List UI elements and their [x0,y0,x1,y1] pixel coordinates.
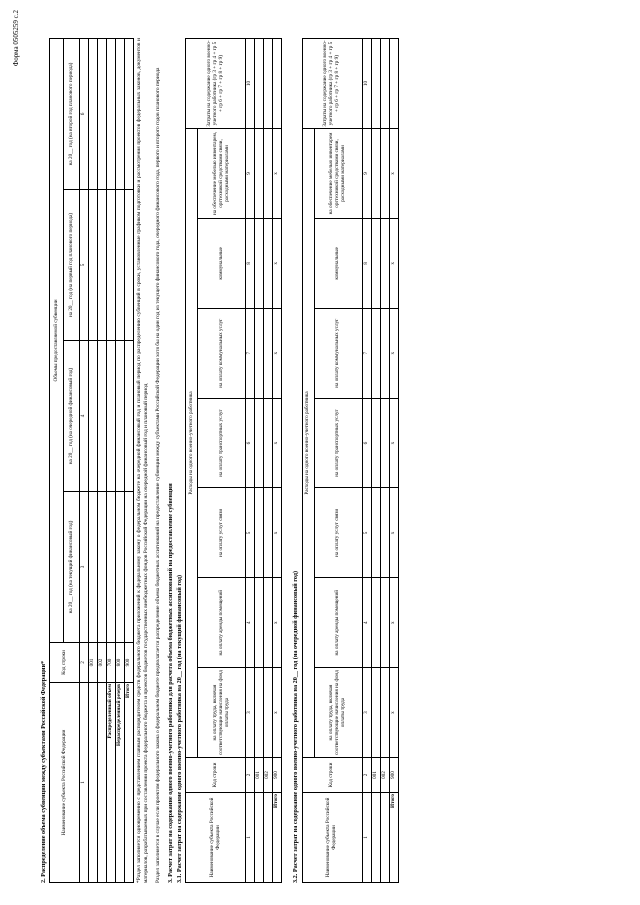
section-3-title: 3. Расчет затрат на содержание одного военно-учетного работника для расчета объема бюджетных ассигнований на предоставление субвенции [167,483,175,883]
colnum: 8 [362,218,371,308]
colnum: 3 [362,668,371,758]
table-section-2 [49,38,134,883]
colnum: 1 [362,793,371,883]
hdr-transport: на оплату транспортных услуг [314,398,362,488]
hdr-volumes: Объемы предоставляемой субвенции [50,39,64,643]
colnum: 1 [246,793,255,883]
row-label: Нераспределенный резерв [116,683,125,883]
hdr-comm: на оплату услуг связи [314,488,362,578]
table-row [371,39,380,883]
hdr-labor: на оплату труда, включая соответствующие начисления на фонд оплаты труда [314,668,362,758]
hdr-code: Код строки [302,758,362,793]
colnum: 10 [362,39,371,129]
colnum: 7 [246,308,255,398]
row-code: 002 [264,758,273,793]
colnum: 5 [80,190,89,341]
table-section-3-2 [302,38,399,883]
section-2-title: 2. Распределение объема субвенции между субъектами Российской Федерации* [40,660,47,883]
hdr-communal: коммунальные [198,218,246,308]
hdr-rent: на оплату аренды помещений [314,578,362,668]
itogo-code: 900 [389,758,398,793]
colnum: 1 [80,683,89,883]
row-code: 700 [107,643,116,683]
footnote-1: *Раздел заполняется одновременно с представлением главным распорядителем средств федерального бюджета приложений к федеральному закону о федеральном бюджете на очередной финансовый год и плановый период по распределению субвенций в сроки, установленные графиком подготовки и рассмотрения проектов федеральных законов, документов и материалов, разрабатываемых при составлении проекта федерального бюджета и проектов бюджетов государственных внебюджетных фондов Российской Федерации на очередной финансовый год и плановый период [136,38,150,883]
hdr-transport: на оплату транспортных услуг [198,398,246,488]
table-row [264,39,273,883]
colnum: 5 [246,488,255,578]
hdr-year-plan1: на 20__ год (на первый год планового периода) [64,190,80,341]
table-row [116,39,125,883]
hdr-year-current: на 20__ год (на текущий финансовый год) [64,492,80,643]
colnum: 4 [362,578,371,668]
colnum: 6 [362,398,371,488]
colnum: 5 [362,488,371,578]
row-code: 002 [98,643,107,683]
hdr-equipment: на обеспечение мебелью инвентарем, оргтехникой средствами связи, расходными материалами [198,129,246,219]
hdr-rent: на оплату аренды помещений [198,578,246,668]
row-code: 001 [371,758,380,793]
hdr-year-plan2: на 20__ год (на второй год планового периода) [64,39,80,190]
row-label [89,683,98,883]
itogo-row: Итого 900 x x x x x x x [389,39,398,883]
hdr-code: Код строки [50,643,80,683]
colnum-row [246,39,255,883]
table-row [380,39,389,883]
table-row [125,39,134,883]
hdr-total: Затраты на содержание одного военно-учетного работника (гр 3 + гр 4 + гр 5 + гр 6 + гр 7 + гр 8 + гр 9) [302,39,362,129]
hdr-expenses: Расходы на одного военно-учетного работника [302,129,314,758]
section-3-2-title: 3.2. Расчет затрат на содержание одного военно-учетного работника на 20__ год (на очередной финансовый год) [292,570,300,883]
colnum: 10 [246,39,255,129]
itogo-label: Итого [273,793,282,883]
footnote-2: Раздел заполняется в случае если проектом федерального закона о федеральном бюджете предполагается распределение объема бюджетных ассигнований на предоставление субвенции между субъектами Российской Федерации хотя бы на один год из текущего финансового года, очередного финансового года, первого и второго годов планового периода [155,67,162,883]
table-row [255,39,264,883]
hdr-total: Затраты на содержание одного военно-учетного работника (гр 3 + гр 4 + гр 5 + гр 6 + гр 7 + гр 8 + гр 9) [186,39,246,129]
hdr-code: Код строки [186,758,246,793]
colnum: 7 [362,308,371,398]
colnum: 9 [362,129,371,219]
colnum: 8 [246,218,255,308]
hdr-utilities: на оплату коммунальных услуг [198,308,246,398]
colnum: 9 [246,129,255,219]
table-row [107,39,116,883]
row-code: 001 [89,643,98,683]
row-code: 001 [255,758,264,793]
row-code: 002 [380,758,389,793]
page-content [40,38,399,883]
table-row [89,39,98,883]
row-code: 900 [125,643,134,683]
hdr-year-next: на 20__ год (на очередной финансовый год) [64,341,80,492]
colnum: 3 [246,668,255,758]
itogo-code: 900 [273,758,282,793]
colnum: 2 [246,758,255,793]
row-label [98,683,107,883]
hdr-subject: Наименование субъекта Российской Федерации [302,793,362,883]
row-label: Распределенный объем [107,683,116,883]
colnum-row [362,39,371,883]
row-label: Итого [125,683,134,883]
colnum: 3 [80,492,89,643]
colnum: 4 [80,341,89,492]
hdr-utilities: на оплату коммунальных услуг [314,308,362,398]
hdr-subject: Наименование субъекта Российской Федерации [50,683,80,883]
table-row [98,39,107,883]
hdr-comm: на оплату услуг связи [198,488,246,578]
itogo-row: Итого 900 x x x x x x x [273,39,282,883]
hdr-equipment: на обеспечение мебелью инвентарем оргтехникой средствами связи, расходными материалами [314,129,362,219]
colnum: 2 [362,758,371,793]
hdr-labor: на оплату труда, включая соответствующие начисления на фонд оплаты труда [198,668,246,758]
section-3-1-title: 3.1. Расчет затрат на содержание одного военно-учетного работника на 20__ год (на текущий финансовый год) [176,574,184,883]
colnum: 4 [246,578,255,668]
colnum: 2 [80,643,89,683]
hdr-expenses: Расходы на одного военно-учетного работника [186,129,198,758]
colnum: 6 [80,39,89,190]
hdr-communal: коммунальные [314,218,362,308]
colnum: 6 [246,398,255,488]
hdr-subject: Наименование субъекта Российской Федерации [186,793,246,883]
itogo-label: Итого [389,793,398,883]
form-code: Форма 0505259 с.2 [12,10,20,67]
colnum-row [80,39,89,883]
row-code: 800 [116,643,125,683]
table-section-3-1 [185,38,282,883]
